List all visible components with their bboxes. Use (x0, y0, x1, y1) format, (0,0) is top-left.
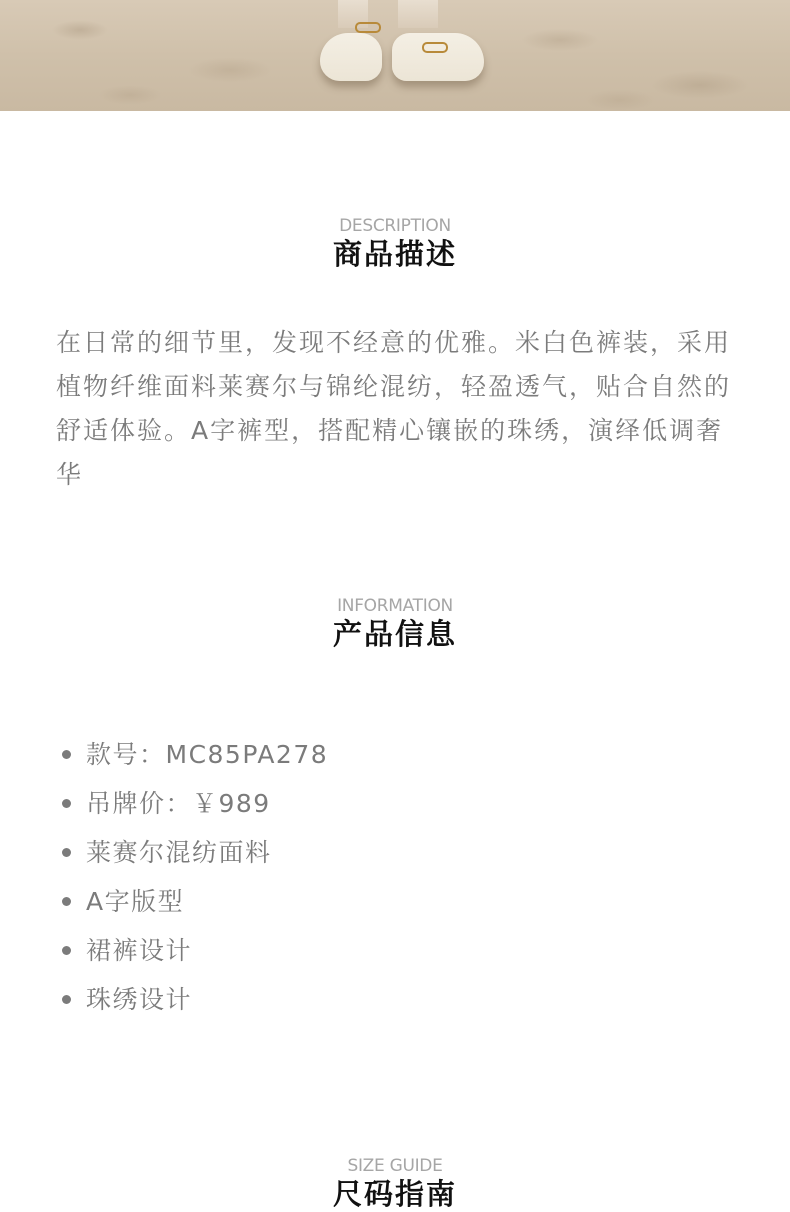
information-eyebrow: INFORMATION (337, 596, 453, 616)
info-item-label: 吊牌价：￥989 (86, 789, 271, 818)
info-item-style-number (60, 730, 328, 779)
size-guide-heading: 尺码指南 (332, 1177, 457, 1211)
bullet-icon (62, 995, 71, 1004)
info-item-tag-price (60, 779, 328, 828)
information-heading: 产品信息 (332, 617, 457, 651)
loafer-right (392, 33, 484, 81)
bullet-icon (62, 848, 71, 857)
info-item-silhouette (60, 877, 328, 926)
model-ankle-right (398, 0, 438, 28)
info-item-label: A字版型 (86, 887, 185, 916)
horsebit-buckle-icon (422, 42, 448, 53)
info-item-label: 莱赛尔混纺面料 (86, 838, 272, 867)
info-item-label: 珠绣设计 (86, 985, 193, 1014)
bullet-icon (62, 750, 71, 759)
product-info-list (60, 730, 328, 1024)
info-item-culottes (60, 926, 328, 975)
info-item-label: 裙裤设计 (86, 936, 193, 965)
information-header (0, 596, 790, 652)
info-item-label: 款号：MC85PA278 (86, 740, 329, 769)
description-header (0, 216, 790, 272)
product-photo-sand-loafers (0, 0, 790, 111)
bullet-icon (62, 799, 71, 808)
description-heading: 商品描述 (332, 237, 457, 271)
loafer-left (320, 33, 382, 81)
horsebit-buckle-icon (355, 22, 381, 33)
bullet-icon (62, 897, 71, 906)
description-body: 在日常的细节里，发现不经意的优雅。米白色裤装，采用植物纤维面料莱赛尔与锦纶混纺，轻盈透气，贴合自然的舒适体验。A字裤型，搭配精心镶嵌的珠绣，演绎低调奢华 (56, 328, 732, 489)
size-guide-eyebrow: SIZE GUIDE (347, 1156, 443, 1176)
bullet-icon (62, 946, 71, 955)
info-item-beading (60, 975, 328, 1024)
description-eyebrow: DESCRIPTION (339, 216, 451, 236)
info-item-fabric (60, 828, 328, 877)
size-guide-header (0, 1156, 790, 1212)
